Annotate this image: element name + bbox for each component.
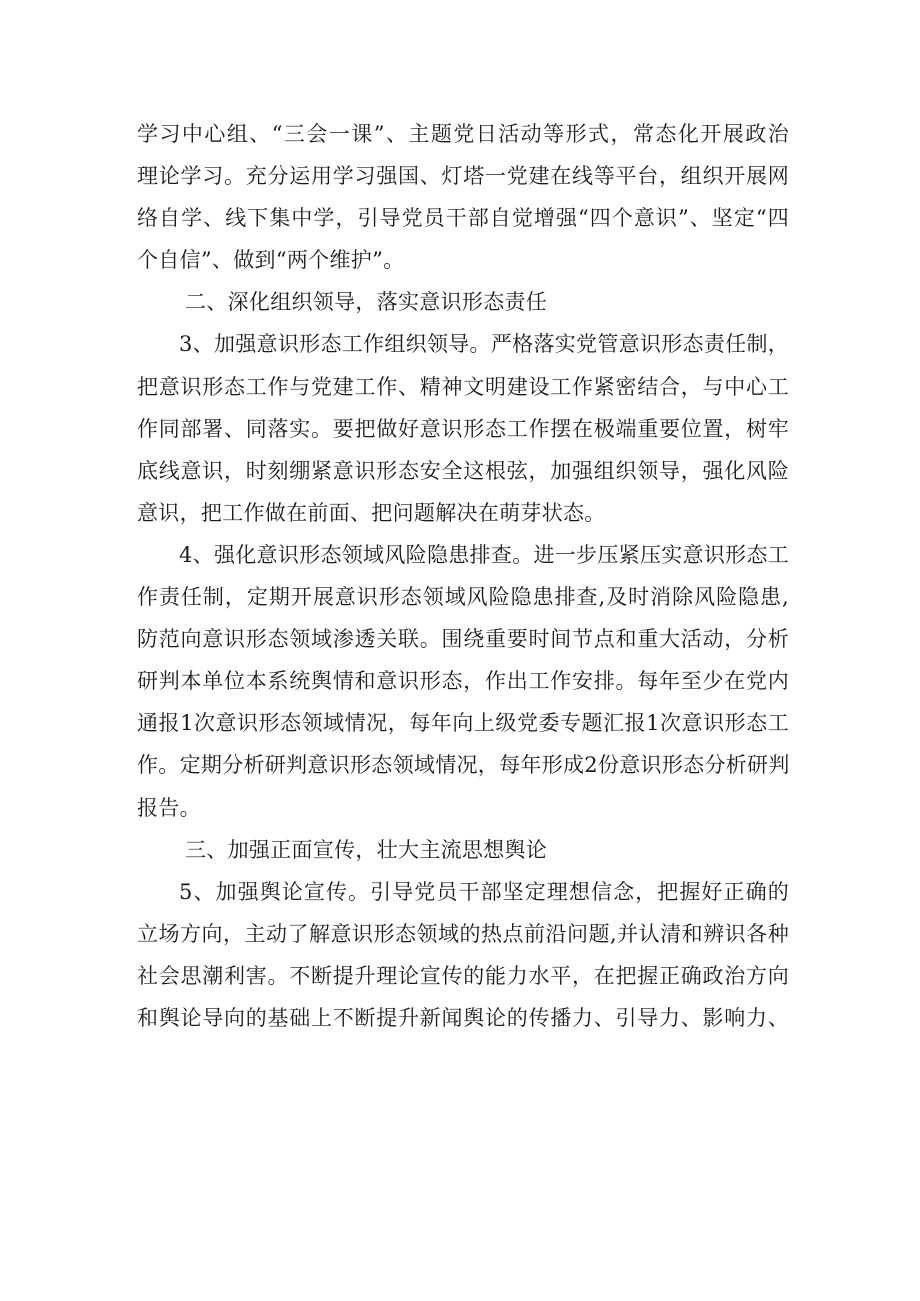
text-line: 个自信”、做到“两个维护”。 — [137, 248, 405, 273]
text-line: 络自学、线下集中学，引导党员干部自觉增强“四个意识”、坚定“四 — [137, 206, 789, 231]
text-line: 理论学习。充分运用学习强国、灯塔一党建在线等平台，组织开展网 — [137, 164, 789, 189]
section-heading-3: 三、加强正面宣传，壮大主流思想舆论 — [185, 837, 548, 862]
paragraph-continuation — [137, 113, 789, 281]
paragraph-4 — [137, 534, 789, 829]
text-line: 4、强化意识形态领域风险隐患排查。进一步压紧压实意识形态工 — [179, 542, 790, 567]
text-line: 立场方向，主动了解意识形态领域的热点前沿问题,并认清和辨识各种 — [137, 921, 789, 946]
text-line: 作。定期分析研判意识形态领域情况，每年形成2份意识形态分析研判 — [137, 753, 790, 778]
text-line: 5、加强舆论宣传。引导党员干部坚定理想信念，把握好正确的 — [179, 879, 789, 904]
document-page — [137, 113, 789, 1039]
section-heading-2: 二、深化组织领导，落实意识形态责任 — [185, 290, 548, 315]
text-line: 报告。 — [137, 795, 201, 820]
text-line: 社会思潮利害。不断提升理论宣传的能力水平，在把握正确政治方向 — [137, 963, 789, 988]
text-line: 防范向意识形态领域渗透关联。围绕重要时间节点和重大活动，分析 — [137, 627, 789, 652]
text-line: 意识，把工作做在前面、把问题解决在萌芽状态。 — [137, 500, 606, 525]
text-line: 研判本单位本系统舆情和意识形态，作出工作安排。每年至少在党内 — [137, 669, 789, 694]
text-line: 3、加强意识形态工作组织领导。严格落实党管意识形态责任制， — [179, 332, 790, 357]
text-line: 底线意识，时刻绷紧意识形态安全这根弦，加强组织领导，强化风险 — [137, 458, 789, 483]
text-line: 作同部署、同落实。要把做好意识形态工作摆在极端重要位置，树牢 — [137, 416, 789, 441]
paragraph-3 — [137, 323, 789, 533]
text-line: 通报1次意识形态领域情况，每年向上级党委专题汇报1次意识形态工 — [137, 711, 789, 736]
text-line: 和舆论导向的基础上不断提升新闻舆论的传播力、引导力、影响力、 — [137, 1005, 789, 1030]
paragraph-5 — [137, 871, 789, 1039]
text-line: 把意识形态工作与党建工作、精神文明建设工作紧密结合，与中心工 — [137, 374, 789, 399]
text-line: 作责任制，定期开展意识形态领域风险隐患排查,及时消除风险隐患, — [137, 585, 789, 610]
text-line: 学习中心组、“三会一课”、主题党日活动等形式，常态化开展政治 — [137, 122, 789, 146]
